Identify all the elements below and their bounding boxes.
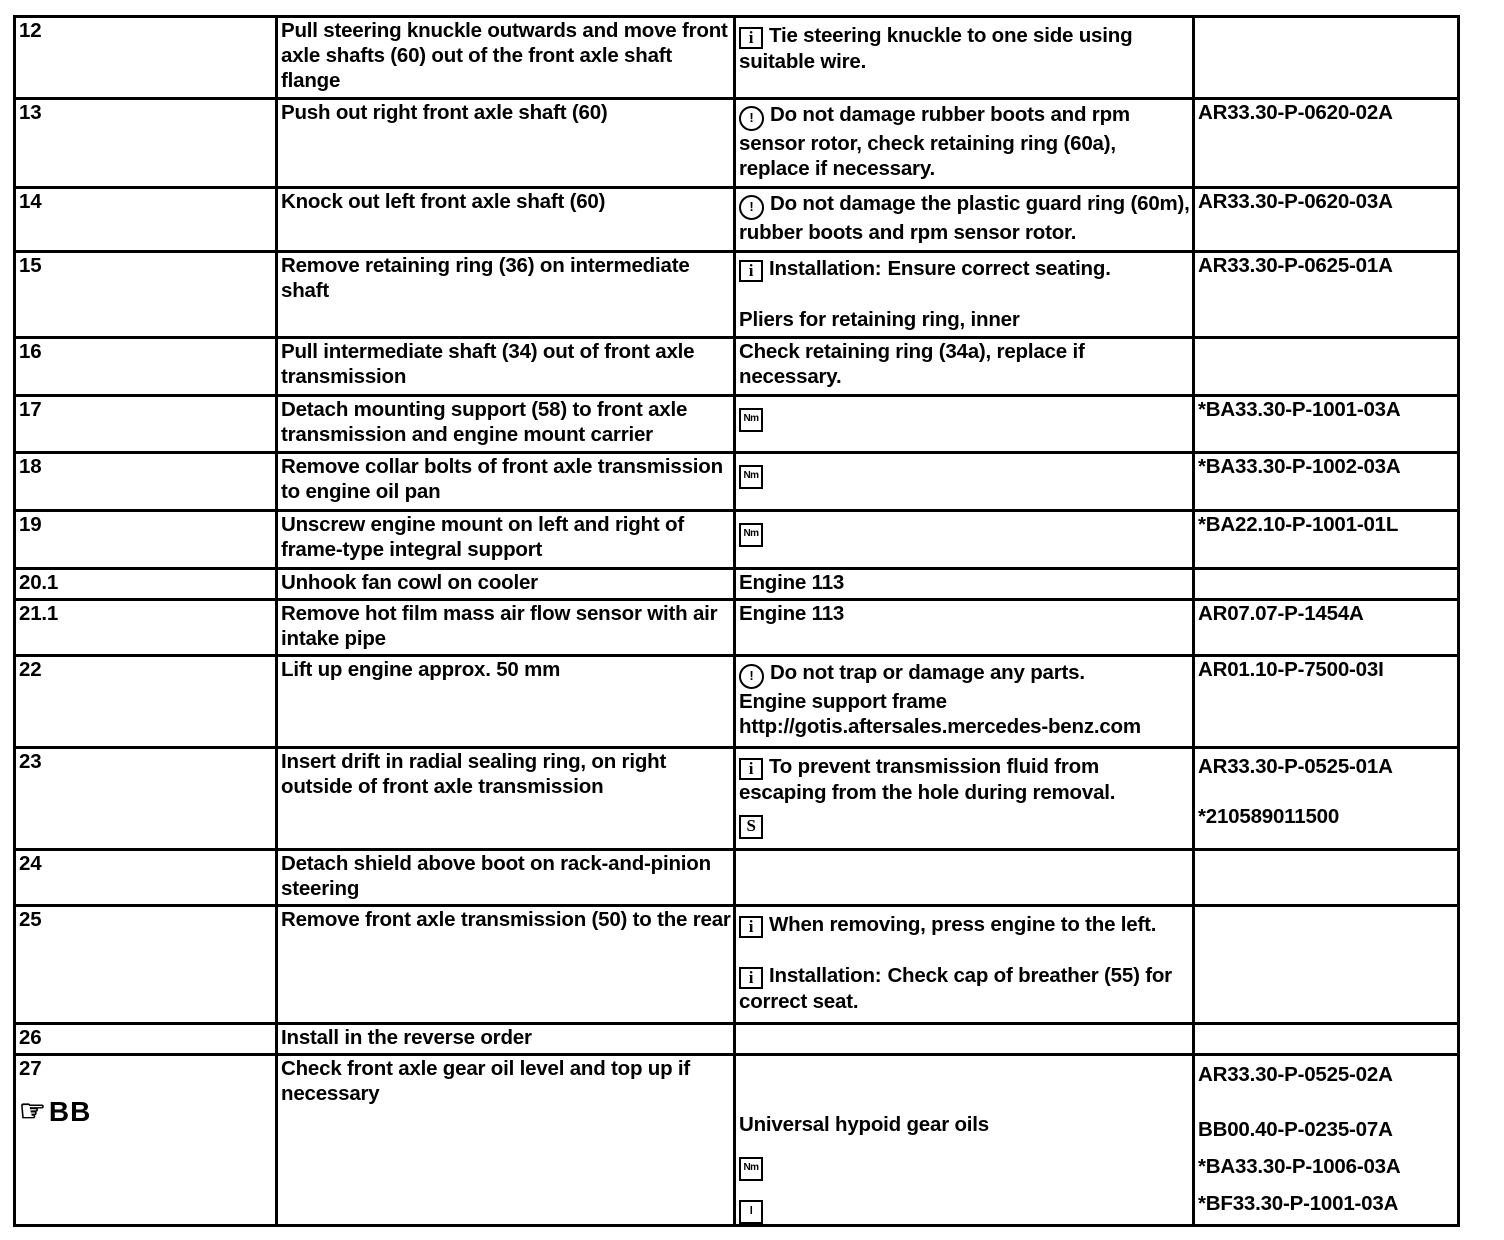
step-note: Check retaining ring (34a), replace if necessary. [735, 338, 1194, 396]
reference-text: *BA33.30-P-1006-03A [1198, 1155, 1401, 1178]
step-reference [1194, 338, 1459, 396]
warning-icon: ! [739, 664, 764, 689]
note-tool-text: Engine support frame [739, 690, 947, 713]
step-number: 12 [15, 17, 277, 99]
reference-text: BB00.40-P-0235-07A [1198, 1118, 1393, 1141]
step-action: Pull intermediate shaft (34) out of front axle transmission [277, 338, 735, 396]
table-row [15, 1055, 1459, 1226]
step-number: 23 [15, 748, 277, 850]
step-reference [1194, 1024, 1459, 1055]
step-note [735, 1024, 1194, 1055]
step-action: Lift up engine approx. 50 mm [277, 656, 735, 748]
step-note [735, 396, 1194, 453]
step-action: Unscrew engine mount on left and right of frame-type integral support [277, 511, 735, 569]
note-tool-text: Pliers for retaining ring, inner [739, 308, 1020, 331]
step-note [735, 1055, 1194, 1226]
step-note [735, 99, 1194, 188]
info-icon: i [739, 967, 763, 989]
step-reference: AR33.30-P-0625-01A [1194, 252, 1459, 338]
step-reference: AR33.30-P-0620-03A [1194, 188, 1459, 252]
table-row [15, 17, 1459, 99]
step-action: Detach mounting support (58) to front axle transmission and engine mount carrier [277, 396, 735, 453]
step-note [735, 511, 1194, 569]
step-action: Remove retaining ring (36) on intermediate shaft [277, 252, 735, 338]
note-text: Tie steering knuckle to one side using suitable wire. [739, 24, 1133, 73]
warning-icon: ! [739, 106, 764, 131]
table-row [15, 656, 1459, 748]
step-reference: AR07.07-P-1454A [1194, 600, 1459, 656]
note-text: Universal hypoid gear oils [739, 1113, 989, 1136]
step-note [735, 252, 1194, 338]
info-icon: i [739, 916, 763, 938]
table-row [15, 748, 1459, 850]
step-reference [1194, 1055, 1459, 1226]
step-note [735, 188, 1194, 252]
step-reference: *BA33.30-P-1001-03A [1194, 396, 1459, 453]
table-row [15, 188, 1459, 252]
step-note: Engine 113 [735, 569, 1194, 600]
step-action: Unhook fan cowl on cooler [277, 569, 735, 600]
installation-label: Installation: [769, 964, 882, 987]
step-number: 13 [15, 99, 277, 188]
torque-icon: Nm [739, 408, 763, 432]
step-note [735, 748, 1194, 850]
note-text: Ensure correct seating. [887, 257, 1111, 280]
note-text: Do not damage rubber boots and rpm sensor rotor, check retaining ring (60a), replace if necessary. [739, 103, 1130, 180]
warning-icon: ! [739, 195, 764, 220]
torque-icon: Nm [739, 465, 763, 489]
reference-text: *BF33.30-P-1001-03A [1198, 1192, 1399, 1215]
step-reference [1194, 906, 1459, 1024]
step-reference [1194, 748, 1459, 850]
table-row [15, 1024, 1459, 1055]
note-text: To prevent transmission fluid from escaping from the hole during removal. [739, 755, 1116, 804]
step-number: 21.1 [15, 600, 277, 656]
table-row [15, 569, 1459, 600]
note-link-text: http://gotis.aftersales.mercedes-benz.com [739, 715, 1141, 738]
step-number: 14 [15, 188, 277, 252]
step-number: 22 [15, 656, 277, 748]
torque-icon: Nm [739, 523, 763, 547]
step-action: Detach shield above boot on rack-and-pinion steering [277, 850, 735, 906]
step-reference [1194, 850, 1459, 906]
step-reference: *BA22.10-P-1001-01L [1194, 511, 1459, 569]
table-row [15, 453, 1459, 511]
procedure-table [13, 15, 1460, 1227]
step-action: Remove hot film mass air flow sensor with air intake pipe [277, 600, 735, 656]
fill-capacity-icon: l [739, 1200, 763, 1224]
step-action: Knock out left front axle shaft (60) [277, 188, 735, 252]
step-action: Insert drift in radial sealing ring, on right outside of front axle transmission [277, 748, 735, 850]
step-action: Install in the reverse order [277, 1024, 735, 1055]
step-action: Pull steering knuckle outwards and move front axle shafts (60) out of the front axle shaft flange [277, 17, 735, 99]
step-note [735, 453, 1194, 511]
step-action: Remove front axle transmission (50) to the rear [277, 906, 735, 1024]
step-number: 26 [15, 1024, 277, 1055]
step-note: Engine 113 [735, 600, 1194, 656]
note-text: Do not damage the plastic guard ring (60m), rubber boots and rpm sensor rotor. [739, 192, 1190, 244]
step-reference: *BA33.30-P-1002-03A [1194, 453, 1459, 511]
step-number: 19 [15, 511, 277, 569]
step-number: 17 [15, 396, 277, 453]
table-row [15, 252, 1459, 338]
step-reference [1194, 17, 1459, 99]
torque-icon: Nm [739, 1157, 763, 1181]
note-text: Check cap of breather (55) for correct seat. [739, 964, 1172, 1013]
installation-label: Installation: [769, 257, 882, 280]
bb-marker [19, 1095, 273, 1128]
step-number: 24 [15, 850, 277, 906]
info-icon: i [739, 27, 763, 49]
step-number: 20.1 [15, 569, 277, 600]
step-note [735, 656, 1194, 748]
table-row [15, 338, 1459, 396]
reference-text: AR33.30-P-0525-02A [1198, 1063, 1393, 1086]
step-number-text: 27 [19, 1057, 42, 1080]
step-action: Remove collar bolts of front axle transmission to engine oil pan [277, 453, 735, 511]
step-note [735, 906, 1194, 1024]
reference-tool-number: *210589011500 [1198, 805, 1340, 828]
hand-pointer-icon: ☞ [19, 1095, 47, 1128]
step-number: 16 [15, 338, 277, 396]
table-row [15, 906, 1459, 1024]
info-icon: i [739, 758, 763, 780]
note-text: Do not trap or damage any parts. [770, 661, 1085, 684]
step-reference [1194, 569, 1459, 600]
special-tool-icon: S [739, 815, 763, 839]
step-number: 18 [15, 453, 277, 511]
bb-label: BB [48, 1096, 92, 1127]
step-number: 15 [15, 252, 277, 338]
step-action: Push out right front axle shaft (60) [277, 99, 735, 188]
step-number: 25 [15, 906, 277, 1024]
table-row [15, 99, 1459, 188]
step-number [15, 1055, 277, 1226]
step-action: Check front axle gear oil level and top up if necessary [277, 1055, 735, 1226]
table-row [15, 600, 1459, 656]
step-note [735, 850, 1194, 906]
reference-text: AR33.30-P-0525-01A [1198, 755, 1393, 778]
info-icon: i [739, 260, 763, 282]
step-note [735, 17, 1194, 99]
note-text: When removing, press engine to the left. [769, 913, 1157, 936]
table-row [15, 396, 1459, 453]
step-reference: AR33.30-P-0620-02A [1194, 99, 1459, 188]
step-reference: AR01.10-P-7500-03I [1194, 656, 1459, 748]
table-row [15, 850, 1459, 906]
table-row [15, 511, 1459, 569]
